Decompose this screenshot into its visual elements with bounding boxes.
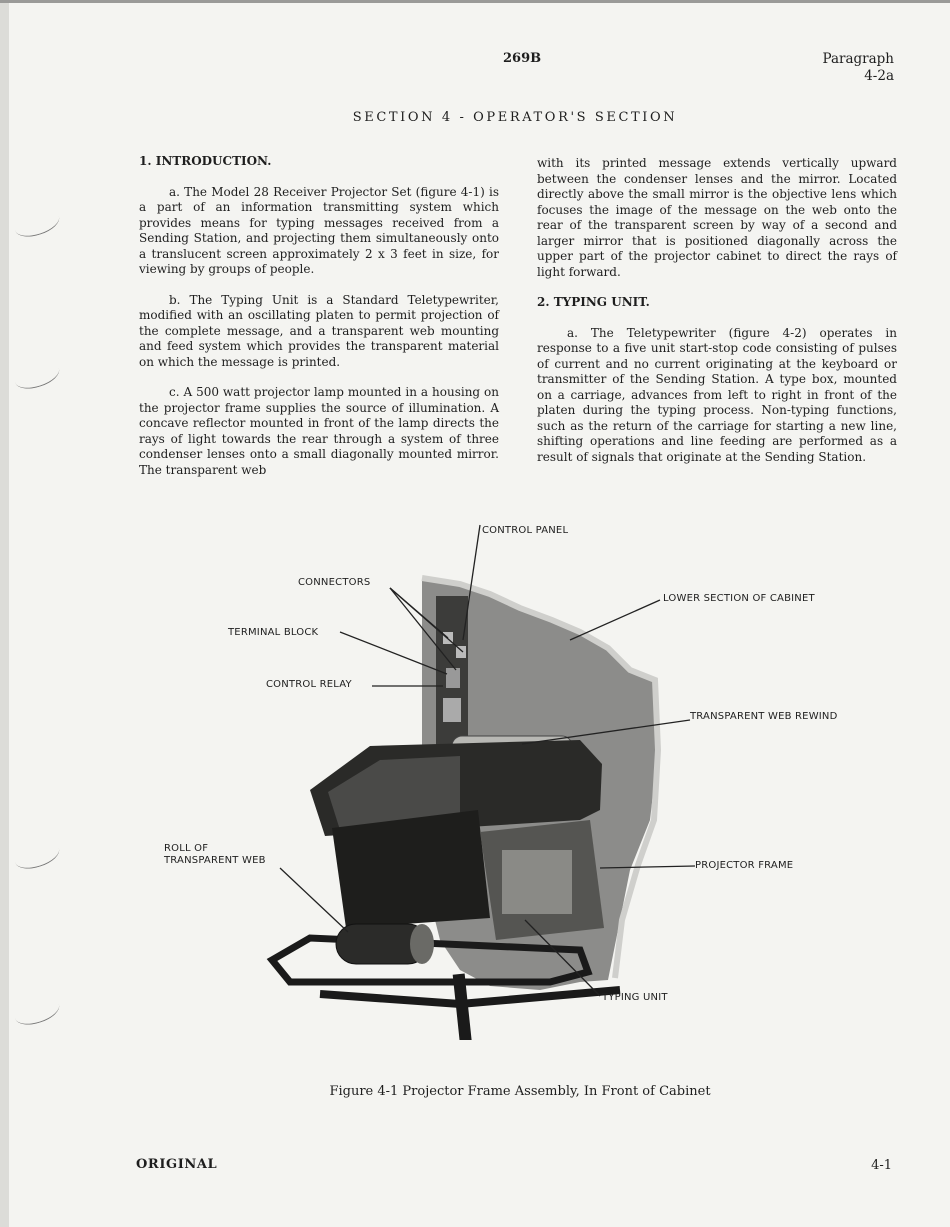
leader-web-roll — [280, 868, 348, 932]
intro-paragraph-c: c. A 500 watt projector lamp mounted in a housing on the projector frame supplies the source of illumination. A concave reflector mounted in front of the lamp directs the rays of light towards the rear through a system of three condenser lenses onto a small diagonally mounted mirror. The transparent web — [139, 385, 499, 477]
intro-paragraph-c-continued: with its printed message extends vertically upward between the condenser lenses and the mirror. Located directly above the small mirror is the objective lens which focuses the image of the message on the web onto the rear of the transparent screen by way of a second and larger mirror that is positioned diagonally across the upper part of the projector cabinet to direct the rays of light forward. — [537, 156, 897, 279]
right-column — [537, 156, 897, 465]
page-number: 4-1 — [871, 1158, 892, 1173]
figure-caption: Figure 4-1 Projector Frame Assembly, In Front of Cabinet — [329, 1084, 711, 1099]
lamp-housing — [332, 810, 490, 928]
label-transparent-web-rewind: TRANSPARENT WEB REWIND — [690, 711, 838, 722]
paragraph-reference — [822, 51, 894, 85]
paragraph-number: 4-2a — [864, 68, 894, 84]
section-title: SECTION 4 - OPERATOR'S SECTION — [352, 110, 678, 125]
typing-unit-paragraph-a: a. The Teletypewriter (figure 4-2) operates in response to a five unit start-stop code consisting of pulses of current and no current originating at the keyboard or transmitter of the Sending Station. A type box, mounted on a carriage, advances from left to right in front of the platen during the typing process. Non-typing functions, such as the return of the carriage for starting a new line, shifting operations and line feeding are performed as a result of signals that originate at the Sending Station. — [537, 325, 897, 464]
figure-projector-assembly — [160, 520, 880, 1040]
frame-front-rail — [320, 990, 620, 1004]
label-connectors: CONNECTORS — [298, 577, 371, 588]
label-roll-of-transparent-web — [164, 843, 266, 867]
binder-hole-mark — [12, 357, 63, 393]
label-control-relay: CONTROL RELAY — [266, 679, 352, 690]
intro-paragraph-b: b. The Typing Unit is a Standard Teletypewriter, modified with an oscillating platen to permit projection of the complete message, and a transparent web mounting and feed system which provides the transparent material on which the message is printed. — [139, 292, 499, 369]
typing-mechanism — [502, 850, 572, 914]
page-top-edge — [0, 0, 950, 3]
footer-original: ORIGINAL — [136, 1157, 218, 1172]
introduction-heading: 1. INTRODUCTION. — [139, 154, 272, 168]
label-projector-frame: PROJECTOR FRAME — [695, 860, 794, 871]
terminal-block-part — [446, 668, 460, 688]
leader-lower-section — [570, 600, 660, 640]
label-lower-section-of-cabinet: LOWER SECTION OF CABINET — [663, 593, 815, 604]
label-typing-unit: TYPING UNIT — [602, 992, 668, 1003]
typing-unit-heading: 2. TYPING UNIT. — [537, 295, 650, 309]
binder-hole-mark — [12, 837, 63, 873]
control-relay-part — [443, 698, 461, 722]
label-terminal-block: TERMINAL BLOCK — [228, 627, 319, 638]
left-column — [139, 154, 499, 478]
page-edge — [0, 0, 9, 1227]
document-number: 269B — [503, 51, 542, 66]
label-roll-line-1: ROLL OF — [164, 843, 209, 854]
label-roll-line-2: TRANSPARENT WEB — [164, 855, 266, 866]
binder-hole-mark — [12, 205, 63, 241]
binder-hole-mark — [12, 993, 63, 1029]
label-control-panel: CONTROL PANEL — [482, 525, 569, 536]
paragraph-label: Paragraph — [822, 51, 894, 67]
web-roll-end — [410, 924, 434, 964]
intro-paragraph-a: a. The Model 28 Receiver Projector Set (figure 4-1) is a part of an information transmitting system which provides means for typing messages received from a Sending Station, and projecting them simultaneously onto a translucent screen approximately 2 x 3 feet in size, for viewing by groups of people. — [139, 184, 499, 276]
